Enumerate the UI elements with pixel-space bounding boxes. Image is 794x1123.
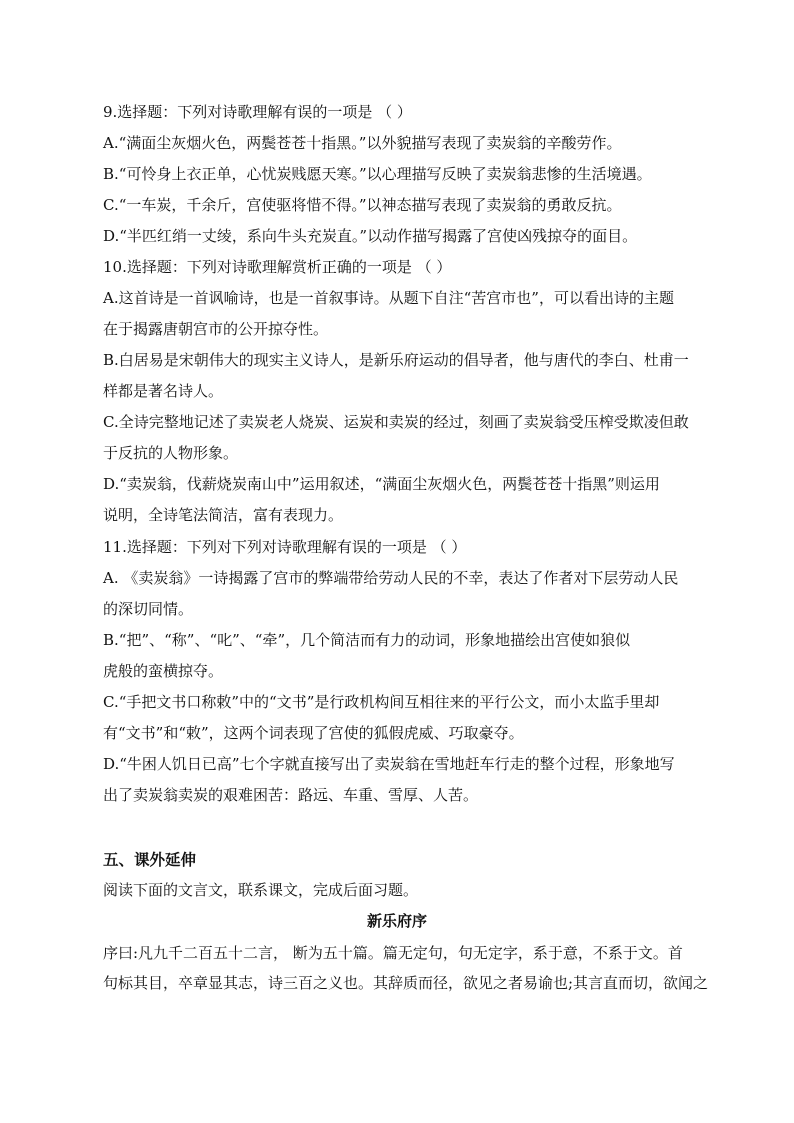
section-heading: 五、课外延伸	[103, 850, 197, 869]
q10-option-c-line2: 于反抗的人物形象。	[103, 444, 239, 462]
q10-option-b-line1: B.白居易是宋朝伟大的现实主义诗人，是新乐府运动的倡导者，他与唐代的李白、杜甫一	[103, 351, 689, 369]
q10-option-c-line1: C.全诗完整地记述了卖炭老人烧炭、运炭和卖炭的经过，刻画了卖炭翁受压榨受欺凌但敢	[103, 413, 689, 431]
q11-option-c-line1: C.“手把文书口称敕”中的“文书”是行政机构间互相往来的平行公文，而小太监手里却	[103, 693, 660, 711]
section-instruction: 阅读下面的文言文，联系课文，完成后面习题。	[103, 881, 419, 899]
q9-stem: 9.选择题：下列对诗歌理解有误的一项是 （ ）	[103, 103, 412, 121]
q10-option-d-line1: D.“卖炭翁，伐薪烧炭南山中”运用叙述，“满面尘灰烟火色，两鬓苍苍十指黑”则运用	[103, 475, 660, 493]
q11-option-d-line2: 出了卖炭翁卖炭的艰难困苦：路远、车重、雪厚、人苦。	[103, 786, 479, 804]
q11-stem: 11.选择题：下列对下列对诗歌理解有误的一项是 （ ）	[103, 538, 467, 556]
passage-line-2: 句标其目，卒章显其志，诗三百之义也。其辞质而径，欲见之者易谕也;其言直而切，欲闻之	[103, 974, 709, 992]
passage-title: 新乐府序	[366, 912, 427, 930]
q11-option-d-line1: D.“牛困人饥日已高”七个字就直接写出了卖炭翁在雪地赶车行走的整个过程，形象地写	[103, 755, 675, 773]
passage-line-1: 序曰:凡九千二百五十二言， 断为五十篇。篇无定句，句无定字，系于意，不系于文。首	[103, 944, 683, 962]
q9-option-b: B.“可怜身上衣正单，心忧炭贱愿天寒。”以心理描写反映了卖炭翁悲惨的生活境遇。	[103, 165, 652, 183]
q10-option-a-line2: 在于揭露唐朝宫市的公开掠夺性。	[103, 320, 329, 338]
q10-option-b-line2: 样都是著名诗人。	[103, 382, 224, 400]
q9-option-c: C.“一车炭，千余斤，宫使驱将惜不得。”以神态描写表现了卖炭翁的勇敢反抗。	[103, 196, 622, 214]
q11-option-a-line1: A. 《卖炭翁》一诗揭露了宫市的弊端带给劳动人民的不幸，表达了作者对下层劳动人民	[103, 569, 679, 587]
q10-stem: 10.选择题：下列对诗歌理解赏析正确的一项是 （ ）	[103, 258, 452, 276]
q10-option-a-line1: A.这首诗是一首讽喻诗，也是一首叙事诗。从题下自注“苦宫市也”，可以看出诗的主题	[103, 289, 674, 307]
q9-option-d: D.“半匹红绡一丈绫，系向牛头充炭直。”以动作描写揭露了宫使凶残掠夺的面目。	[103, 227, 638, 245]
q11-option-b-line2: 虎般的蛮横掠夺。	[103, 662, 224, 680]
q10-option-d-line2: 说明，全诗笔法简洁，富有表现力。	[103, 506, 344, 524]
q9-option-a: A.“满面尘灰烟火色，两鬓苍苍十指黑。”以外貌描写表现了卖炭翁的辛酸劳作。	[103, 134, 622, 152]
q11-option-b-line1: B.“把”、“称”、“叱”、“牵”，几个简洁而有力的动词，形象地描绘出宫使如狼似	[103, 631, 631, 649]
q11-option-a-line2: 的深切同情。	[103, 600, 194, 618]
q11-option-c-line2: 有“文书”和“敕”，这两个词表现了宫使的狐假虎威、巧取豪夺。	[103, 724, 524, 742]
